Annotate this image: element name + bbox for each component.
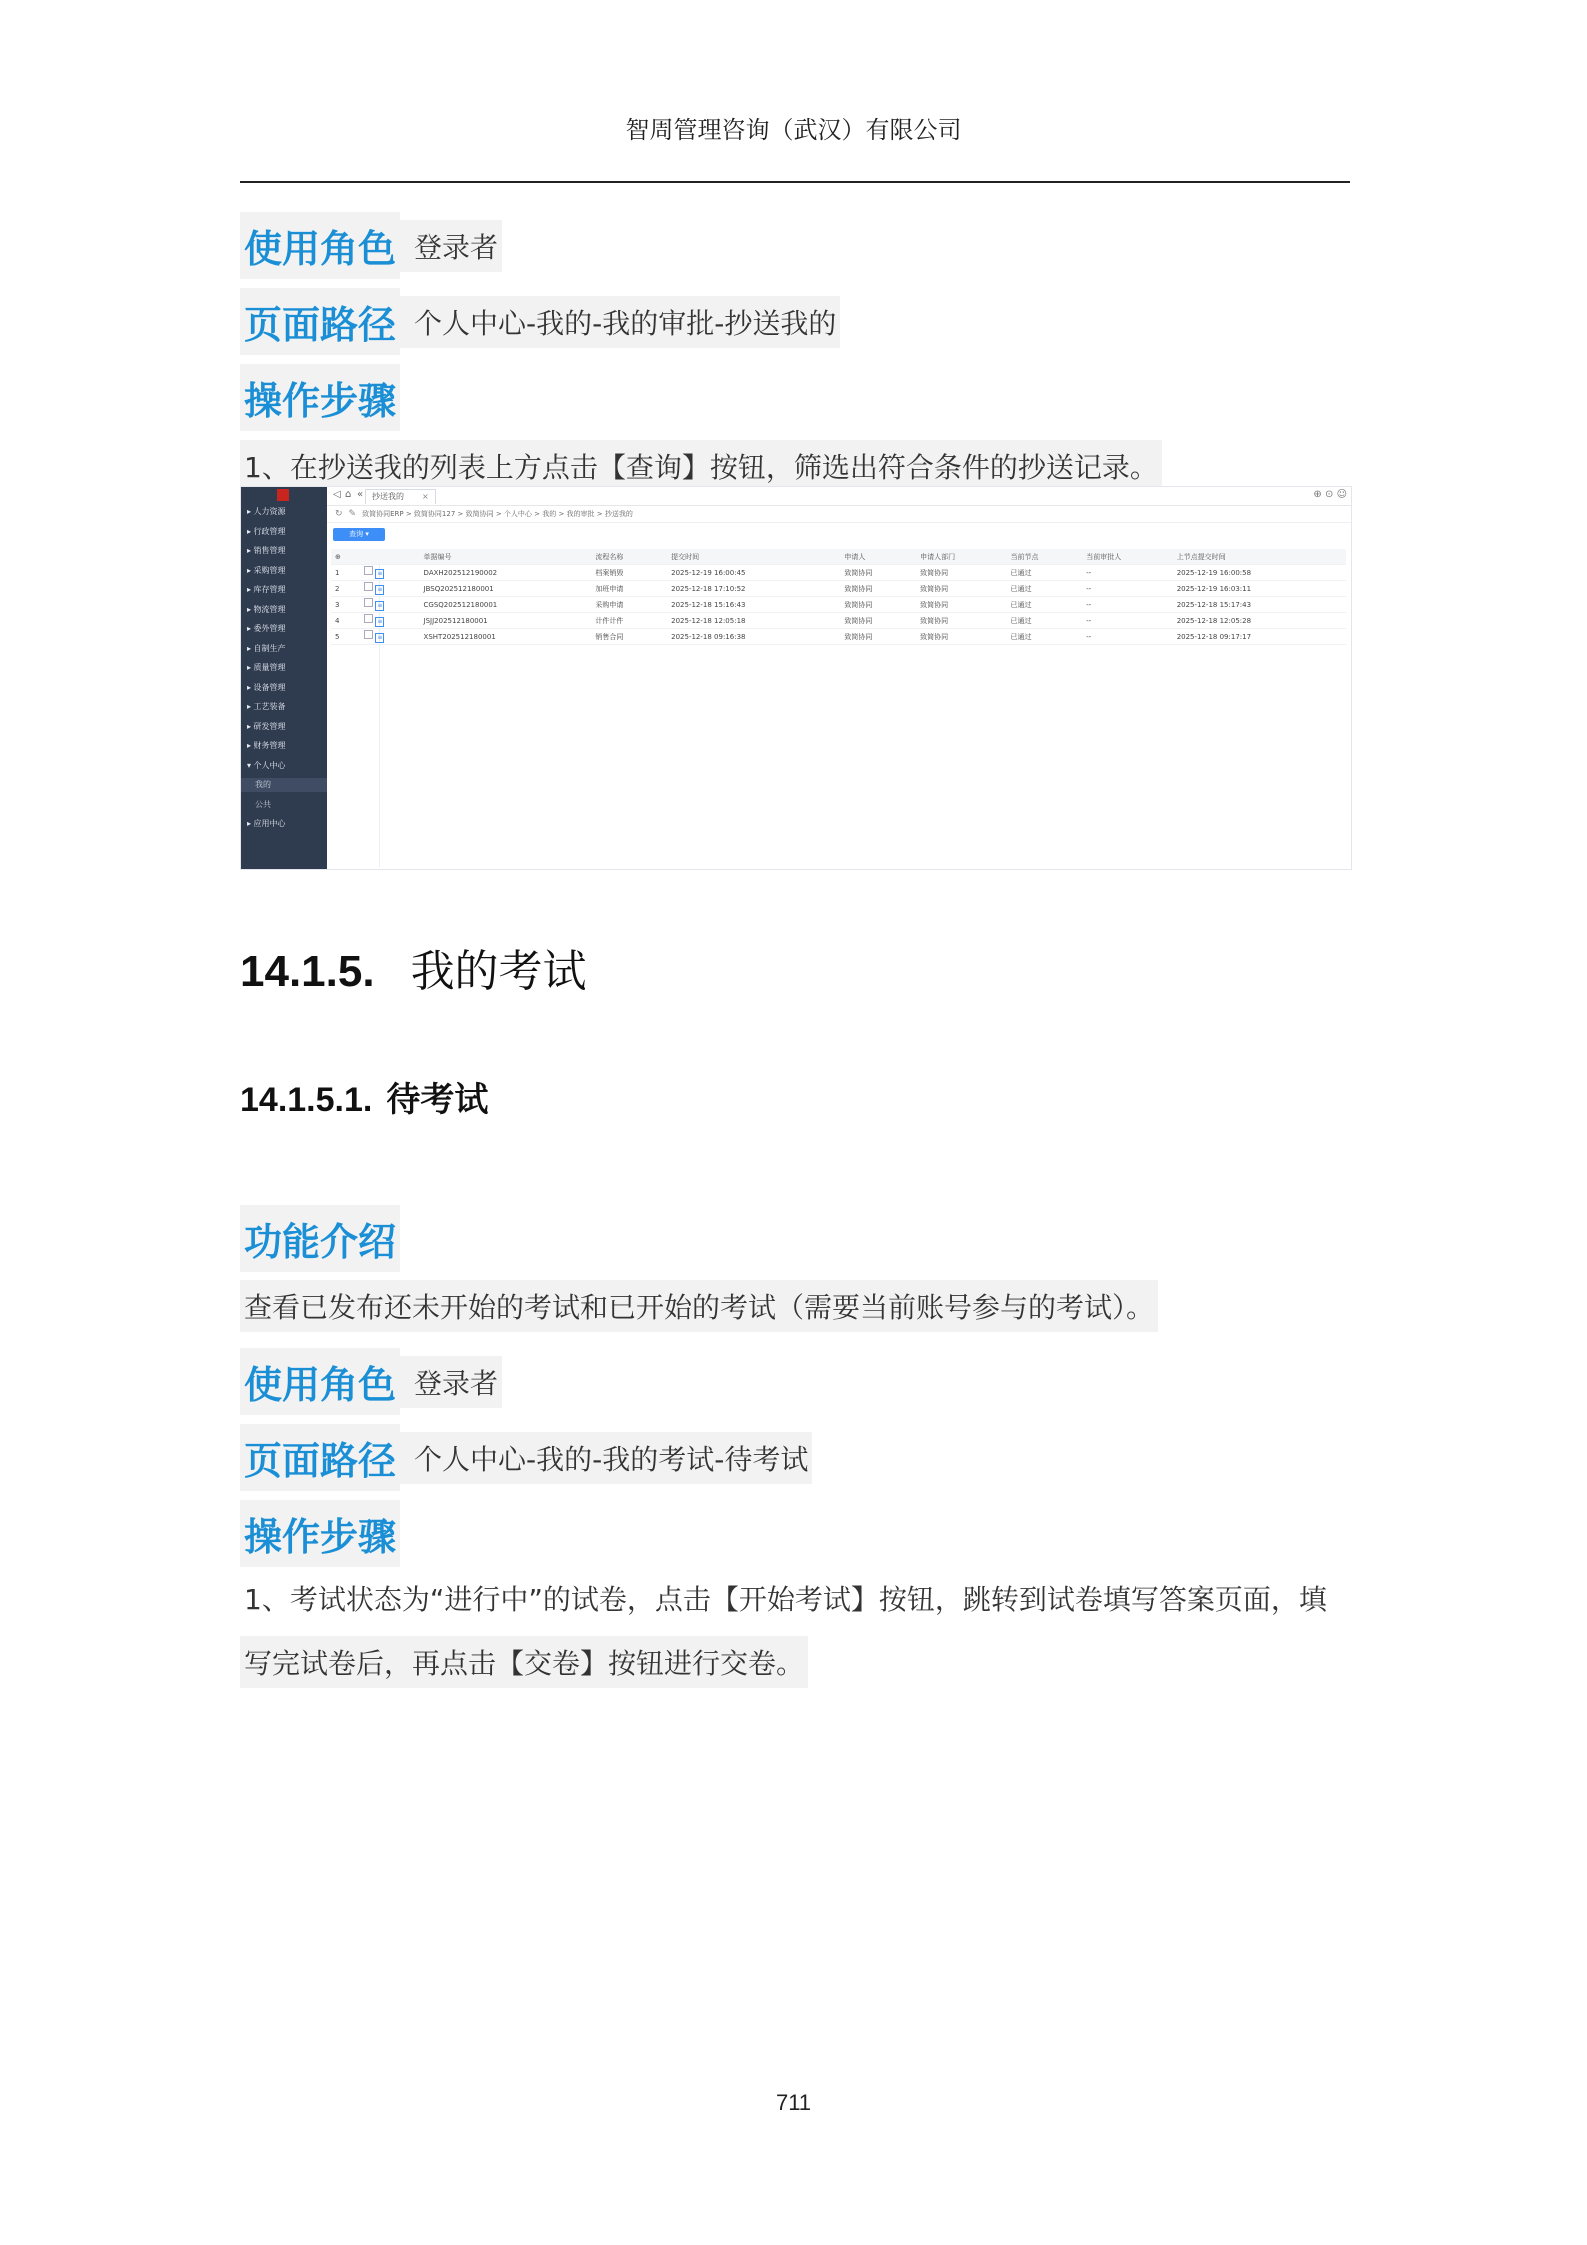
tab-label: 抄送我的	[372, 492, 404, 501]
sidebar-item[interactable]: ▸ 财务管理	[247, 741, 286, 750]
select-all-header	[360, 549, 419, 565]
table-cell: 2025-12-18 12:05:18	[667, 613, 840, 629]
close-icon[interactable]: ×	[422, 492, 429, 501]
sidebar-item[interactable]: ▸ 库存管理	[247, 585, 286, 594]
sidebar-item[interactable]: ▸ 自制生产	[247, 643, 286, 653]
sidebar-item[interactable]: ▸ 行政管理	[247, 526, 286, 536]
table-cell: 2025-12-18 17:10:52	[667, 581, 840, 597]
tab-bar	[327, 487, 1351, 506]
column-header: 当前审批人	[1082, 549, 1172, 565]
checkbox[interactable]	[364, 614, 373, 623]
table-cell: --	[1082, 613, 1172, 629]
table-cell: 致简协同	[840, 565, 916, 581]
sidebar-item[interactable]: ▸ 人力资源	[247, 507, 286, 516]
intro-label: 功能介绍	[240, 1205, 400, 1272]
settings-icon: ⊕	[331, 549, 360, 565]
heading-14-1-5-1	[240, 1072, 488, 1121]
role-line-2	[240, 1348, 502, 1415]
document-icon[interactable]: ≡	[377, 602, 383, 609]
sidebar-item[interactable]: ▸ 研发管理	[247, 721, 286, 731]
steps-line-2	[240, 1500, 400, 1567]
checkbox[interactable]	[364, 630, 373, 639]
intro-text-line	[240, 1280, 1158, 1332]
path-line-2	[240, 1424, 812, 1491]
role-value: 登录者	[400, 220, 502, 272]
path-line	[240, 288, 840, 355]
table-row[interactable]	[331, 565, 1346, 581]
table-cell: 2025-12-18 09:17:17	[1173, 629, 1346, 645]
sidebar-item[interactable]: ▸ 采购管理	[247, 565, 286, 575]
row-select[interactable]	[360, 613, 419, 629]
table-row[interactable]	[331, 629, 1346, 645]
table-cell: 致简协同	[840, 613, 916, 629]
table-cell: 致简协同	[916, 565, 1006, 581]
checkbox[interactable]	[364, 598, 373, 607]
column-header: 单据编号	[420, 549, 592, 565]
table-cell: 致简协同	[916, 581, 1006, 597]
row-select[interactable]	[360, 581, 419, 597]
table-header	[331, 549, 1346, 565]
row-index: 5	[331, 629, 360, 645]
toolbar-icons	[1313, 489, 1347, 500]
steps-label: 操作步骤	[240, 364, 400, 431]
sidebar-item[interactable]: ▸ 物流管理	[247, 604, 286, 614]
row-index: 2	[331, 581, 360, 597]
table-cell: XSHT202512180001	[420, 629, 592, 645]
column-header: 申请人	[840, 549, 916, 565]
heading-14-1-5	[240, 935, 587, 999]
step1-text: 1、在抄送我的列表上方点击【查询】按钮，筛选出符合条件的抄送记录。	[240, 440, 1162, 492]
table-cell: 致简协同	[916, 597, 1006, 613]
erp-screenshot	[240, 486, 1352, 870]
column-header: 上节点提交时间	[1173, 549, 1346, 565]
document-icon[interactable]: ≡	[377, 634, 383, 641]
step1-line-2b	[240, 1636, 808, 1688]
table-cell: 2025-12-19 16:00:45	[667, 565, 840, 581]
steps-label-2: 操作步骤	[240, 1500, 400, 1567]
table-cell: 致简协同	[840, 629, 916, 645]
table-cell: JBSQ202512180001	[420, 581, 592, 597]
table-cell: 已通过	[1007, 565, 1083, 581]
table-cell: --	[1082, 581, 1172, 597]
sidebar-item[interactable]: 公共	[255, 799, 271, 809]
table-row[interactable]	[331, 613, 1346, 629]
subheading-title: 待考试	[386, 1080, 489, 1120]
table-cell: 2025-12-19 16:03:11	[1173, 581, 1346, 597]
row-index: 4	[331, 613, 360, 629]
globe-icon[interactable]: ⊕	[1313, 489, 1322, 500]
table-cell: 2025-12-18 12:05:28	[1173, 613, 1346, 629]
column-header: 流程名称	[591, 549, 667, 565]
role-line	[240, 212, 502, 279]
table-row[interactable]	[331, 581, 1346, 597]
table-cell: 致简协同	[840, 597, 916, 613]
table-cell: 已通过	[1007, 613, 1083, 629]
query-button[interactable]: 查询 ▾	[333, 528, 385, 541]
page-number: 711	[775, 2090, 812, 2115]
row-index: 1	[331, 565, 360, 581]
document-icon[interactable]: ≡	[377, 570, 383, 577]
table-cell: 2025-12-18 09:16:38	[667, 629, 840, 645]
back-icon[interactable]: ◁	[333, 489, 341, 500]
column-header: 当前节点	[1007, 549, 1083, 565]
table-cell: 加班申请	[591, 581, 667, 597]
table-cell: --	[1082, 597, 1172, 613]
table-cell: CGSQ202512180001	[420, 597, 592, 613]
refresh-icon[interactable]: ↻	[335, 509, 343, 519]
breadcrumb-text: 致简协同ERP > 致简协同127 > 致简协同 > 个人中心 > 我的 > 我的审批 > 抄送我的	[362, 510, 633, 518]
sidebar-item[interactable]: ▾ 个人中心	[247, 760, 286, 770]
sidebar-item[interactable]: 我的	[241, 778, 327, 792]
table-cell: 致简协同	[840, 581, 916, 597]
query-label: 查询	[349, 530, 364, 538]
row-select[interactable]	[360, 565, 419, 581]
company-header: 智周管理咨询（武汉）有限公司	[625, 116, 962, 144]
sidebar-item[interactable]: ▸ 设备管理	[247, 682, 286, 692]
subheading-number: 14.1.5.1.	[240, 1081, 373, 1119]
heading-title: 我的考试	[410, 946, 587, 997]
intro-text: 查看已发布还未开始的考试和已开始的考试（需要当前账号参与的考试）。	[240, 1280, 1158, 1332]
sidebar	[241, 487, 327, 869]
table-cell: 采购申请	[591, 597, 667, 613]
table-cell: JSJJ202512180001	[420, 613, 592, 629]
table-cell: --	[1082, 565, 1172, 581]
sidebar-item[interactable]: ▸ 应用中心	[247, 819, 286, 828]
role-label-2: 使用角色	[240, 1348, 400, 1415]
table-body	[331, 565, 1346, 645]
table-cell: 档案销毁	[591, 565, 667, 581]
row-select[interactable]	[360, 629, 419, 645]
path-label-2: 页面路径	[240, 1424, 400, 1491]
user-icon[interactable]: ☺	[1336, 489, 1347, 500]
table-cell: 已通过	[1007, 597, 1083, 613]
step1-line-2a	[240, 1572, 1331, 1624]
logo	[277, 489, 289, 501]
search-icon[interactable]: ⊙	[1324, 489, 1334, 500]
sidebar-item[interactable]: ▸ 委外管理	[247, 624, 286, 633]
table-cell: 致简协同	[916, 613, 1006, 629]
cc-table	[331, 549, 1346, 645]
sidebar-item[interactable]: ▸ 质量管理	[247, 663, 286, 672]
table-cell: 销售合同	[591, 629, 667, 645]
table-row[interactable]	[331, 597, 1346, 613]
step1-line	[240, 440, 1162, 492]
checkbox[interactable]	[364, 582, 373, 591]
sidebar-item[interactable]: ▸ 工艺装备	[247, 702, 286, 711]
sidebar-item[interactable]: ▸ 销售管理	[247, 546, 286, 555]
table-cell: 已通过	[1007, 581, 1083, 597]
table-cell: DAXH202512190002	[420, 565, 592, 581]
tab-cc-me[interactable]	[365, 489, 436, 504]
row-index: 3	[331, 597, 360, 613]
role-value-2: 登录者	[400, 1356, 502, 1408]
table-cell: 已通过	[1007, 629, 1083, 645]
pin-icon[interactable]: ✎	[348, 509, 357, 519]
column-header: 提交时间	[667, 549, 840, 565]
table-cell: 2025-12-18 15:16:43	[667, 597, 840, 613]
header-rule	[240, 181, 1350, 183]
document-icon[interactable]: ≡	[377, 586, 383, 593]
column-header: 申请人部门	[916, 549, 1006, 565]
table-cell: 致简协同	[916, 629, 1006, 645]
document-icon[interactable]: ≡	[377, 618, 383, 625]
path-value: 个人中心-我的-我的审批-抄送我的	[400, 296, 840, 348]
role-label: 使用角色	[240, 212, 400, 279]
collapse-icon[interactable]: «	[357, 489, 364, 500]
path-value-2: 个人中心-我的-我的考试-待考试	[400, 1432, 812, 1484]
table-cell: 2025-12-19 16:00:58	[1173, 565, 1346, 581]
intro-line	[240, 1205, 400, 1272]
breadcrumb	[327, 506, 1351, 523]
step1-text-2b: 写完试卷后，再点击【交卷】按钮进行交卷。	[240, 1636, 808, 1688]
table-cell: 计件计件	[591, 613, 667, 629]
heading-number: 14.1.5.	[240, 947, 375, 996]
steps-line	[240, 364, 400, 431]
path-label: 页面路径	[240, 288, 400, 355]
step1-text-2a: 1、考试状态为“进行中”的试卷，点击【开始考试】按钮，跳转到试卷填写答案页面，填	[244, 1583, 1327, 1616]
table-cell: --	[1082, 629, 1172, 645]
row-select[interactable]	[360, 597, 419, 613]
table-cell: 2025-12-18 15:17:43	[1173, 597, 1346, 613]
home-icon[interactable]: ⌂	[345, 489, 352, 500]
checkbox[interactable]	[364, 566, 373, 575]
